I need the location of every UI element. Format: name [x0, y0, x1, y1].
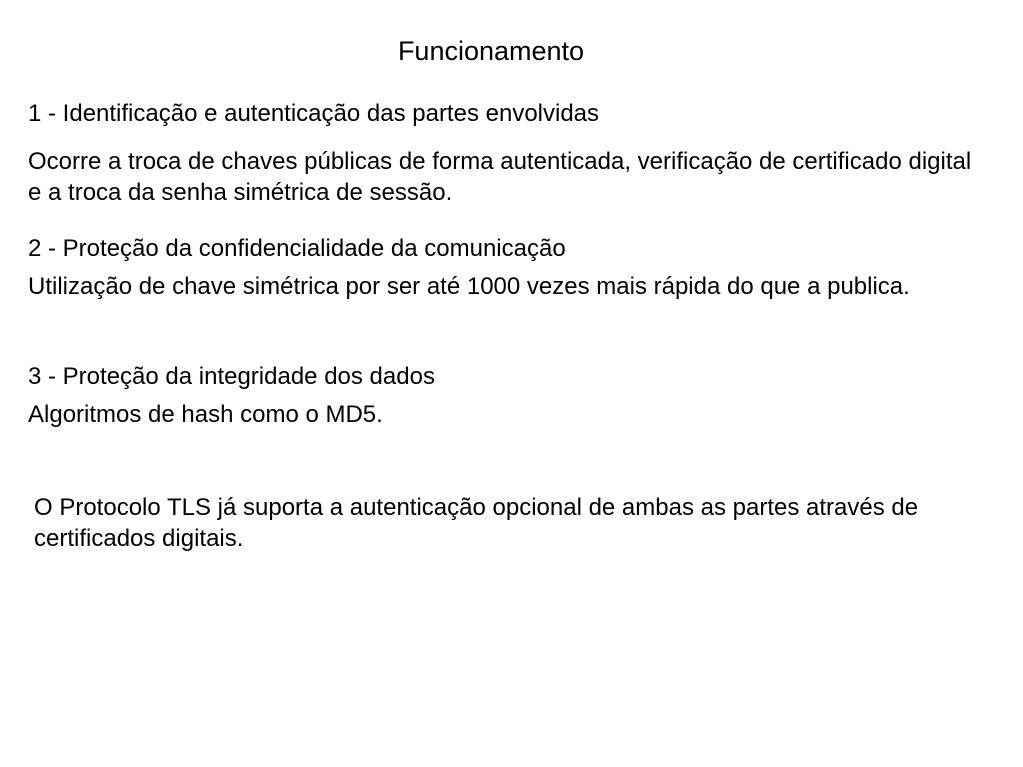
section-1-heading: 1 - Identificação e autenticação das partes envolvidas: [28, 100, 600, 127]
section-1-body: Ocorre a troca de chaves públicas de forma autenticada, verificação de certificado digital e a troca da senha simétrica de sessão.: [28, 148, 972, 206]
section-3-body: Algoritmos de hash como o MD5.: [28, 401, 383, 428]
slide-title: Funcionamento: [397, 36, 585, 66]
section-3-heading: 3 - Proteção da integridade dos dados: [28, 363, 435, 390]
section-2-heading: 2 - Proteção da confidencialidade da comunicação: [28, 235, 566, 262]
tls-note: O Protocolo TLS já suporta a autenticação opcional de ambas as partes através de certificados digitais.: [34, 494, 919, 552]
section-2-body: Utilização de chave simétrica por ser até 1000 vezes mais rápida do que a publica.: [28, 273, 910, 300]
